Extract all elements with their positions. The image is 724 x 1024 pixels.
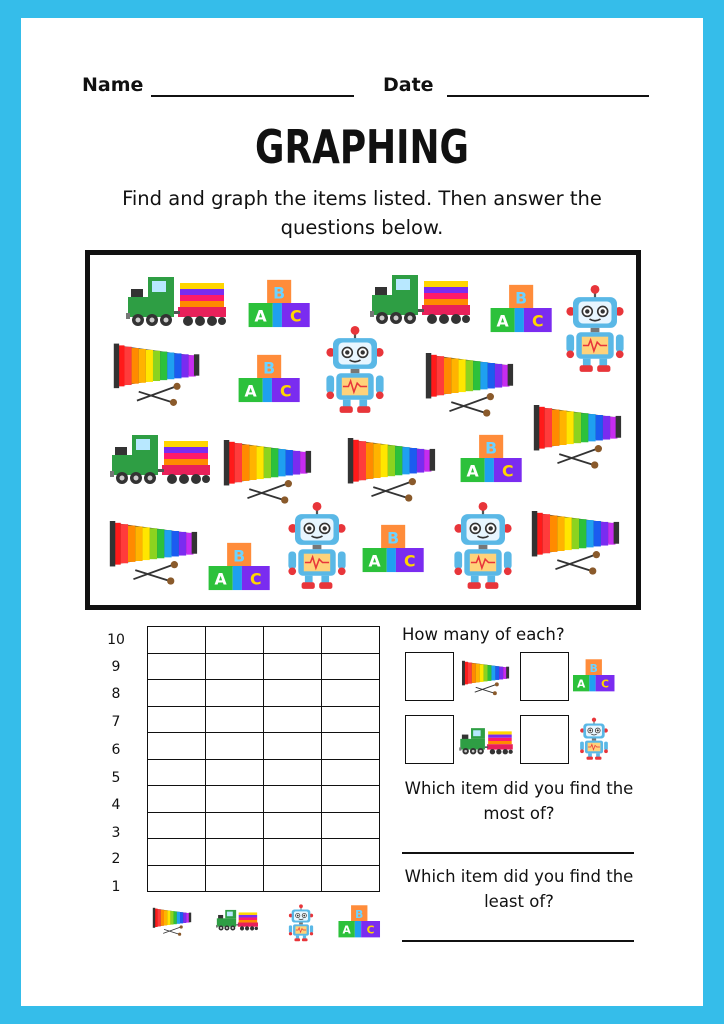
bar-graph-grid [147,626,380,892]
robot-count-box[interactable] [520,715,569,764]
y-label: 3 [111,825,121,841]
grid-cell[interactable] [264,786,322,813]
grid-cell[interactable] [148,786,206,813]
grid-row [148,839,380,866]
date-label: Date [383,74,434,96]
grid-cell[interactable] [322,653,380,680]
train-icon [370,271,470,327]
train-count-box[interactable] [405,715,454,764]
grid-cell[interactable] [322,839,380,866]
robot-icon [450,497,516,595]
robot-icon [322,321,388,419]
grid-cell[interactable] [206,680,264,707]
grid-cell[interactable] [322,786,380,813]
grid-cell[interactable] [322,706,380,733]
grid-cell[interactable] [148,706,206,733]
xylophone-icon [532,395,632,475]
xylophone-count-box[interactable] [405,652,454,701]
y-label: 5 [111,770,121,786]
grid-row [148,733,380,760]
abc-blocks-icon [362,523,428,573]
robot-icon [562,281,628,377]
grid-row [148,627,380,654]
grid-cell[interactable] [206,839,264,866]
y-label: 10 [107,632,125,648]
name-label: Name [82,74,144,96]
grid-cell[interactable] [206,812,264,839]
name-line[interactable] [151,95,354,97]
grid-cell[interactable] [322,733,380,760]
xylophone-icon [112,337,210,409]
least-answer-line[interactable] [402,940,634,942]
robot-icon [578,714,610,764]
y-label: 2 [111,851,121,867]
grid-cell[interactable] [206,733,264,760]
train-icon [110,431,210,487]
abc-blocks-icon [490,283,556,333]
grid-cell[interactable] [322,812,380,839]
xylophone-icon [152,904,196,938]
grid-cell[interactable] [264,812,322,839]
y-label: 4 [111,797,121,813]
grid-cell[interactable] [264,733,322,760]
grid-cell[interactable] [148,759,206,786]
page-title: GRAPHING [254,120,470,174]
xylophone-icon [424,345,524,421]
grid-cell[interactable] [206,759,264,786]
grid-row [148,706,380,733]
grid-cell[interactable] [206,706,264,733]
grid-cell[interactable] [264,680,322,707]
most-question: Which item did you find the most of? [404,779,634,823]
abc-blocks-icon [248,278,314,328]
grid-cell[interactable] [322,759,380,786]
grid-cell[interactable] [148,680,206,707]
grid-cell[interactable] [148,865,206,892]
grid-cell[interactable] [322,865,380,892]
abc-blocks-icon [460,433,526,483]
grid-row [148,759,380,786]
date-line[interactable] [447,95,649,97]
grid-cell[interactable] [206,786,264,813]
xylophone-icon [530,499,630,583]
grid-row [148,786,380,813]
train-icon [459,726,513,756]
robot-icon [284,497,350,595]
grid-row [148,812,380,839]
grid-cell[interactable] [264,759,322,786]
grid-row [148,653,380,680]
y-label: 8 [111,686,121,702]
y-label: 9 [111,659,121,675]
y-label: 1 [111,879,121,895]
xylophone-icon [108,509,208,593]
grid-cell[interactable] [206,865,264,892]
abc-blocks-icon [573,658,617,692]
grid-cell[interactable] [148,839,206,866]
abc-blocks-icon [238,353,304,403]
most-answer-line[interactable] [402,852,634,854]
how-many-question: How many of each? [402,625,565,644]
y-label: 7 [111,714,121,730]
train-icon [216,908,258,932]
grid-cell[interactable] [264,627,322,654]
abc-blocks-count-box[interactable] [520,652,569,701]
grid-row [148,680,380,707]
grid-cell[interactable] [148,812,206,839]
grid-cell[interactable] [322,627,380,654]
grid-cell[interactable] [148,653,206,680]
train-icon [126,273,226,329]
grid-cell[interactable] [322,680,380,707]
grid-cell[interactable] [148,627,206,654]
least-question: Which item did you find the least of? [404,867,634,911]
y-label: 6 [111,742,121,758]
grid-cell[interactable] [264,653,322,680]
xylophone-icon [346,427,446,509]
grid-cell[interactable] [264,706,322,733]
grid-cell[interactable] [264,839,322,866]
grid-cell[interactable] [206,653,264,680]
grid-cell[interactable] [206,627,264,654]
instructions: Find and graph the items listed. Then answer the questions below. [122,187,602,239]
robot-icon [287,903,315,943]
xylophone-icon [461,656,515,698]
abc-blocks-icon [208,541,274,591]
grid-row [148,865,380,892]
grid-cell[interactable] [148,733,206,760]
abc-blocks-icon [338,904,383,938]
grid-cell[interactable] [264,865,322,892]
picture-box [85,250,641,610]
